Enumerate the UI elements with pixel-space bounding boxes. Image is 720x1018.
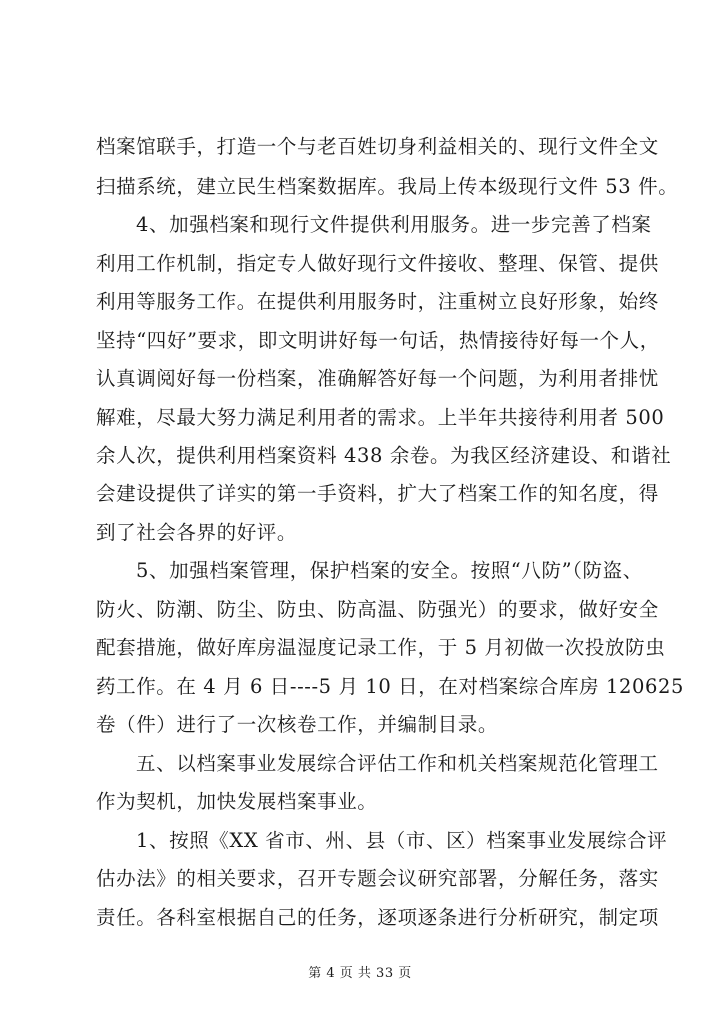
page-number-footer: 第 4 页 共 33 页 bbox=[308, 966, 412, 981]
body-text-line: 解难，尽最大努力满足利用者的需求。上半年共接待利用者 500 bbox=[96, 406, 665, 429]
body-text-line: 档案馆联手，打造一个与老百姓切身利益相关的、现行文件全文 bbox=[96, 135, 659, 158]
body-text-line: 扫描系统，建立民生档案数据库。我局上传本级现行文件 53 件。 bbox=[96, 175, 679, 198]
body-text-line: 到了社会各界的好评。 bbox=[96, 521, 298, 544]
body-text-line: 余人次，提供利用档案资料 438 余卷。为我区经济建设、和谐社 bbox=[96, 444, 672, 467]
body-text-line: 配套措施，做好库房温湿度记录工作，于 5 月初做一次投放防虫 bbox=[96, 636, 666, 659]
section-heading-line: 作为契机，加快发展档案事业。 bbox=[96, 790, 378, 813]
body-text-line: 坚持“四好”要求，即文明讲好每一句话，热情接待好每一个人， bbox=[96, 329, 660, 352]
body-text-line: 会建设提供了详实的第一手资料，扩大了档案工作的知名度，得 bbox=[96, 482, 659, 505]
body-text-line: 药工作。在 4 月 6 日----5 月 10 日，在对档案综合库房 120625 bbox=[96, 675, 685, 698]
body-text-line: 估办法》的相关要求，召开专题会议研究部署，分解任务，落实 bbox=[96, 867, 659, 890]
body-text-line: 利用等服务工作。在提供利用服务时，注重树立良好形象，始终 bbox=[96, 290, 659, 313]
body-text-line: 利用工作机制，指定专人做好现行文件接收、整理、保管、提供 bbox=[96, 252, 659, 275]
body-text-line: 防火、防潮、防尘、防虫、防高温、防强光）的要求，做好安全 bbox=[96, 598, 659, 621]
body-text-line: 4、加强档案和现行文件提供利用服务。进一步完善了档案 bbox=[136, 213, 652, 236]
body-text-line: 1、按照《XX 省市、州、县（市、区）档案事业发展综合评 bbox=[136, 829, 668, 852]
body-text-line: 卷（件）进行了一次核卷工作，并编制目录。 bbox=[96, 713, 499, 736]
body-text-line: 责任。各科室根据自己的任务，逐项逐条进行分析研究，制定项 bbox=[96, 906, 659, 929]
section-heading-line: 五、以档案事业发展综合评估工作和机关档案规范化管理工 bbox=[136, 752, 659, 775]
body-text-line: 5、加强档案管理，保护档案的安全。按照“八防”（防盗、 bbox=[136, 559, 643, 582]
body-text-line: 认真调阅好每一份档案，准确解答好每一个问题，为利用者排忧 bbox=[96, 367, 659, 390]
